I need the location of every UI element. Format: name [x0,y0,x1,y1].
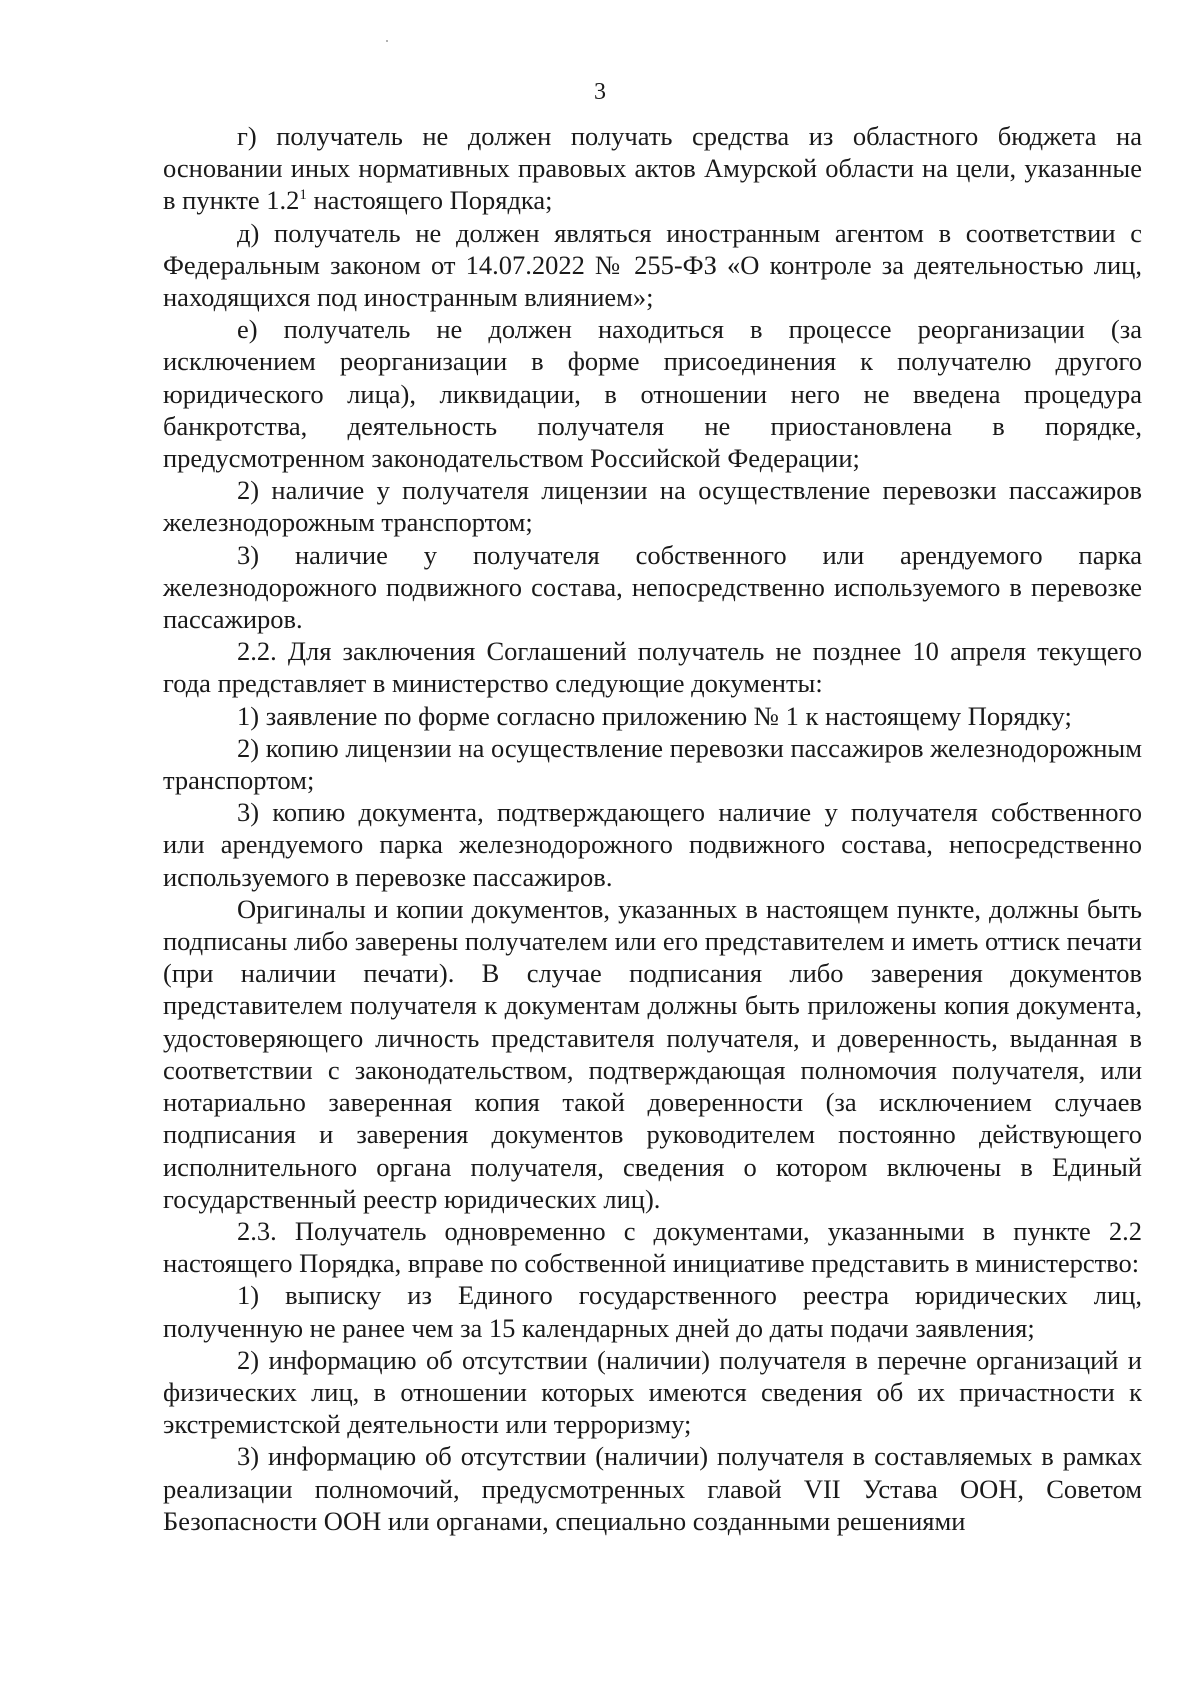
paragraph-2-3-item-3: 3) информацию об отсутствии (наличии) получателя в составляемых в рамках реализации полномочий, предусмотренных главой VII Устава ООН, Советом Безопасности ООН или органами, специально созданными решениями [163,1441,1142,1536]
paragraph-item-2-license: 2) наличие у получателя лицензии на осуществление перевозки пассажиров железнодорожным транспортом; [163,475,1142,538]
paragraph-2-3-item-1: 1) выписку из Единого государственного реестра юридических лиц, полученную не ранее чем за 15 календарных дней до даты подачи заявления; [163,1280,1142,1343]
paragraph-g-text: г) получатель не должен получать средства из областного бюджета на основании иных нормативных правовых актов Амурской области на цели, указанные в пункте 1.2 [163,121,1142,216]
paragraph-2-2-item-1: 1) заявление по форме согласно приложению № 1 к настоящему Порядку; [237,700,1072,731]
paragraph-g-tail: настоящего Порядка; [306,185,553,216]
page-number: 3 [594,79,606,105]
paragraph-item-3-rolling-stock: 3) наличие у получателя собственного или арендуемого парка железнодорожного подвижного состава, непосредственно используемого в перевозке пассажиров. [163,539,1142,635]
paragraph-2-3: 2.3. Получатель одновременно с документами, указанными в пункте 2.2 настоящего Порядка, вправе по собственной инициативе представить в министерство: [163,1215,1142,1279]
paragraph-d: д) получатель не должен являться иностранным агентом в соответствии с Федеральным законом от 14.07.2022 № 255-ФЗ «О контроле за деятельностью лиц, находящихся под иностранным влиянием»; [163,217,1142,313]
footnote-superscript: 1 [299,187,307,204]
document-body [163,120,1142,1537]
paragraph-2-2-item-2: 2) копию лицензии на осуществление перевозки пассажиров железнодорожным транспортом; [163,732,1142,796]
paragraph-2-2: 2.2. Для заключения Соглашений получатель не позднее 10 апреля текущего года представляет в министерство следующие документы: [163,636,1142,699]
paragraph-e: е) получатель не должен находиться в процессе реорганизации (за исключением реорганизации в форме присоединения к получателю другого юридического лица), ликвидации, в отношении него не введена процедура банкротства, деятельность получателя не приостановлена в порядке, предусмотренном законодательством Российской Федерации; [163,314,1142,474]
paragraph-2-3-item-2: 2) информацию об отсутствии (наличии) получателя в перечне организаций и физических лиц, в отношении которых имеются сведения об их причастности к экстремистской деятельности или терроризму; [163,1344,1142,1440]
paragraph-originals: Оригиналы и копии документов, указанных в настоящем пункте, должны быть подписаны либо заверены получателем или его представителем и иметь оттиск печати (при наличии печати). В случае подписания либо заверения документов представителем получателя к документам должны быть приложены копия документа, удостоверяющего личность представителя получателя, и доверенность, выданная в соответствии с законодательством, подтверждающая полномочия получателя, или нотариально заверенная копия такой доверенности (за исключением случаев подписания и заверения документов руководителем постоянно действующего исполнительного органа получателя, сведения о котором включены в Единый государственный реестр юридических лиц). [163,893,1142,1214]
scan-speck [386,40,388,42]
paragraph-2-2-item-3: 3) копию документа, подтверждающего наличие у получателя собственного или арендуемого парка железнодорожного подвижного состава, непосредственно используемого в перевозке пассажиров. [163,797,1142,892]
paragraph-g [163,120,1142,217]
